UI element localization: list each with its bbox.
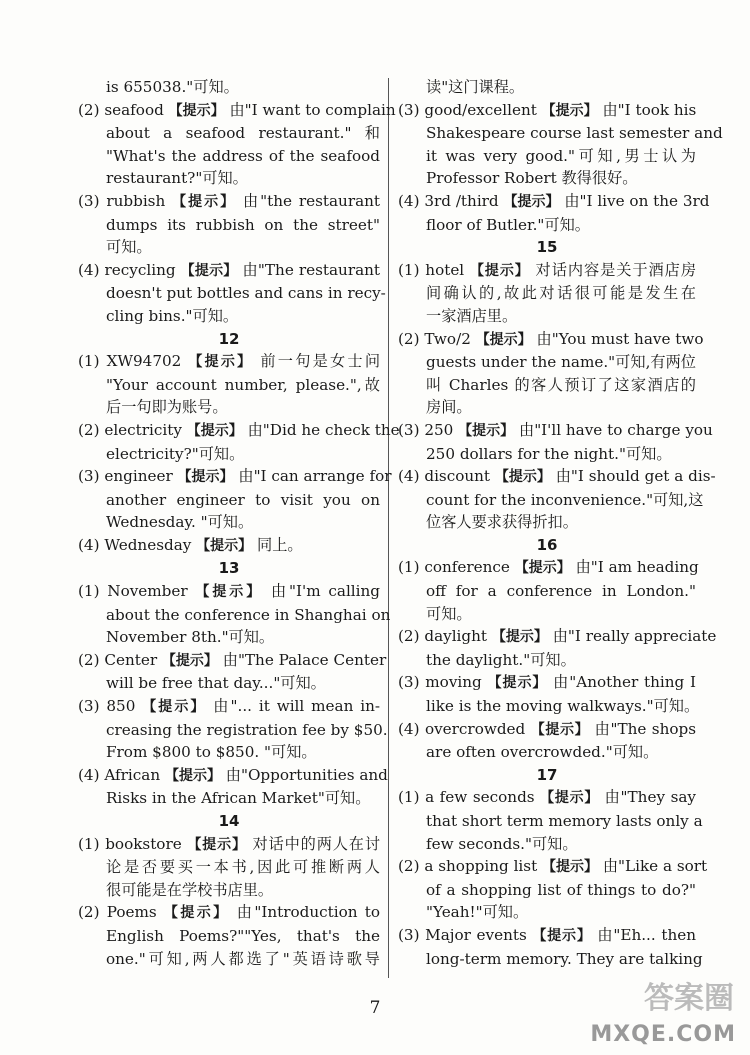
answer-line: 间确认的,故此对话很可能是发生在 <box>426 284 696 303</box>
answer-line: "Your account number, please.",故 <box>106 375 380 394</box>
answer-line: 250 dollars for the night."可知。 <box>426 444 672 463</box>
answer-line: (3) good/excellent 【提示】 由"I took his <box>398 100 697 119</box>
answer-line: Shakespeare course last semester and <box>426 124 723 143</box>
answer-line: of a shopping list of things to do?" <box>426 880 696 899</box>
answer-line: English Poems?""Yes, that's the <box>106 926 380 945</box>
answer-line: (4) recycling 【提示】 由"The restaurant <box>78 260 381 279</box>
answer-line: 叫 Charles 的客人预订了这家酒店的 <box>426 375 696 394</box>
answer-line: "Yeah!"可知。 <box>426 903 529 922</box>
answer-line: (1) a few seconds 【提示】 由"They say <box>398 788 697 807</box>
section-heading: 15 <box>536 238 558 257</box>
answer-line: (2) daylight 【提示】 由"I really appreciate <box>398 627 717 646</box>
column-divider <box>388 78 389 978</box>
answer-line: (3) 850 【提示】 由"... it will mean in- <box>78 697 381 716</box>
answer-line: like is the moving walkways."可知。 <box>426 697 700 716</box>
section-heading: 17 <box>536 765 558 784</box>
answer-line: are often overcrowded."可知。 <box>426 743 659 762</box>
answer-line: Professor Robert 教得很好。 <box>426 169 638 188</box>
section-heading: 16 <box>536 535 558 554</box>
answer-line: 可知。 <box>426 604 472 623</box>
answer-line: (2) Poems 【提示】 由"Introduction to <box>78 903 381 922</box>
answer-line: (3) rubbish 【提示】 由"the restaurant <box>78 191 381 210</box>
watermark-logo: 答案圈 <box>644 981 734 1016</box>
answer-line: few seconds."可知。 <box>426 834 578 853</box>
answer-line: doesn't put bottles and cans in recy- <box>106 284 386 303</box>
answer-line: (4) 3rd /third 【提示】 由"I live on the 3rd <box>398 191 710 210</box>
answer-line: (4) African 【提示】 由"Opportunities and <box>78 765 388 784</box>
answer-line: (1) hotel 【提示】 对话内容是关于酒店房 <box>398 260 696 279</box>
answer-line: floor of Butler."可知。 <box>426 215 590 234</box>
answer-line: that short term memory lasts only a <box>426 812 703 830</box>
section-heading: 13 <box>218 559 240 578</box>
answer-line: 读"这门课程。 <box>426 78 525 96</box>
answer-line: restaurant?"可知。 <box>106 169 248 188</box>
answer-line: 很可能是在学校书店里。 <box>106 880 274 899</box>
answer-line: (3) 250 【提示】 由"I'll have to charge you <box>398 420 713 439</box>
answer-line: the daylight."可知。 <box>426 650 576 669</box>
answer-line: (1) bookstore 【提示】 对话中的两人在讨 <box>78 834 381 853</box>
answer-line: dumps its rubbish on the street" <box>106 215 380 234</box>
left-column <box>78 76 400 970</box>
answer-line: guests under the name."可知,有两位 <box>426 353 696 372</box>
answer-line: will be free that day..."可知。 <box>106 674 326 693</box>
page-number: 7 <box>369 998 381 1018</box>
answer-line: it was very good."可知,男士认为 <box>426 146 696 165</box>
answer-line: (4) overcrowded 【提示】 由"The shops <box>398 719 697 738</box>
watermark-site: MXQE.COM <box>590 1022 736 1047</box>
answer-line: 可知。 <box>106 238 152 257</box>
answer-line: cling bins."可知。 <box>106 306 239 325</box>
answer-line: (2) Two/2 【提示】 由"You must have two <box>398 329 704 348</box>
answer-line: (1) conference 【提示】 由"I am heading <box>398 558 699 577</box>
right-column <box>398 76 723 970</box>
answer-line: From $800 to $850. "可知。 <box>106 743 317 762</box>
answer-line: "What's the address of the seafood <box>106 146 380 165</box>
answer-line: (4) Wednesday 【提示】 同上。 <box>78 535 303 554</box>
answer-line: (2) a shopping list 【提示】 由"Like a sort <box>398 857 708 876</box>
answer-line: 论是否要买一本书,因此可推断两人 <box>106 858 380 877</box>
answer-line: (1) XW94702 【提示】 前一句是女士问 <box>78 352 381 371</box>
answer-line: (4) discount 【提示】 由"I should get a dis- <box>398 467 716 486</box>
answer-line: November 8th."可知。 <box>106 628 275 647</box>
answer-line: creasing the registration fee by $50. <box>106 720 388 739</box>
answer-line: (2) Center 【提示】 由"The Palace Center <box>78 650 387 669</box>
answer-line: (3) moving 【提示】 由"Another thing I <box>398 673 697 692</box>
answer-line: another engineer to visit you on <box>106 490 380 509</box>
answer-line: (2) seafood 【提示】 由"I want to complain <box>78 100 396 119</box>
answer-line: electricity?"可知。 <box>106 444 245 463</box>
answer-line: 房间。 <box>426 398 472 417</box>
answer-line: is 655038."可知。 <box>106 78 239 96</box>
answer-line: 一家酒店里。 <box>426 306 518 325</box>
answer-line: (1) November 【提示】 由"I'm calling <box>78 582 381 601</box>
section-heading: 14 <box>218 812 240 830</box>
answer-line: 位客人要求获得折扣。 <box>426 513 578 532</box>
answer-line: about the conference in Shanghai on <box>106 605 391 624</box>
answer-line: Wednesday. "可知。 <box>106 513 254 532</box>
answer-line: about a seafood restaurant." 和 <box>106 124 380 143</box>
answer-line: (3) Major events 【提示】 由"Eh... then <box>398 925 697 944</box>
answer-line: (2) electricity 【提示】 由"Did he check the <box>78 420 400 439</box>
answer-line: one."可知,两人都选了"英语诗歌导 <box>106 949 380 968</box>
answer-line: long-term memory. They are talking <box>426 949 703 968</box>
answer-line: off for a conference in London." <box>426 582 696 601</box>
answer-line: (3) engineer 【提示】 由"I can arrange for <box>78 467 392 486</box>
answer-line: count for the inconvenience."可知,这 <box>426 490 704 509</box>
answer-line: 后一句即为账号。 <box>106 398 228 417</box>
section-heading: 12 <box>218 329 240 348</box>
answer-line: Risks in the African Market"可知。 <box>106 789 371 808</box>
